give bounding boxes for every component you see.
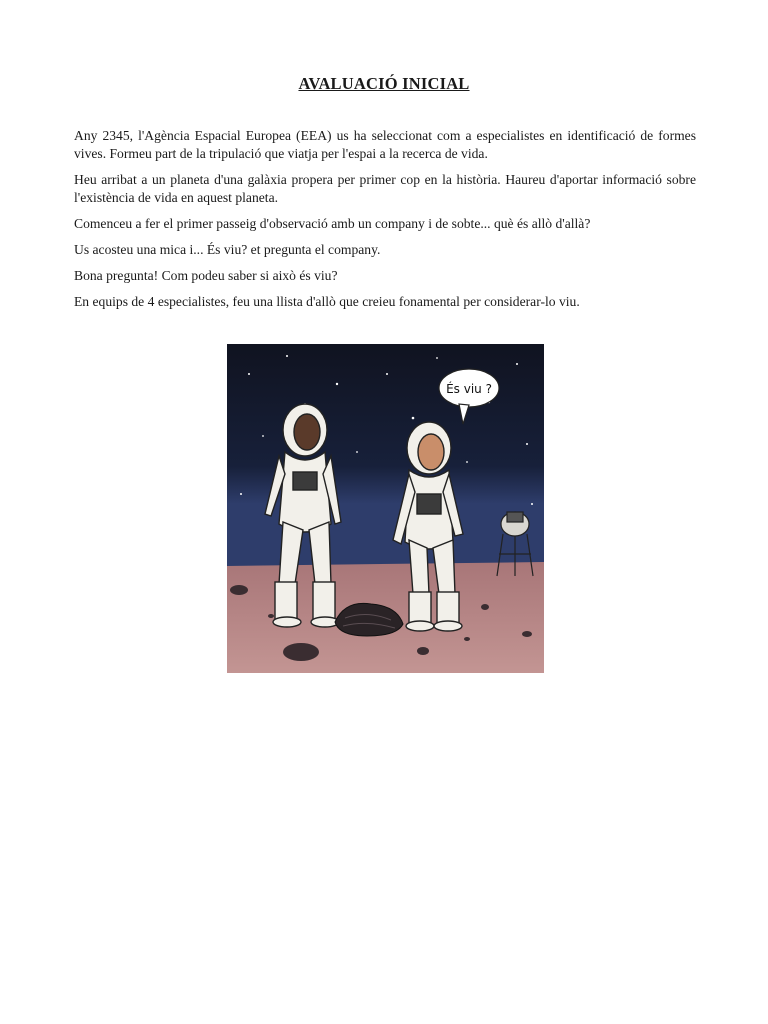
- body-text: [74, 127, 696, 319]
- paragraph-prompt: Bona pregunta! Com podeu saber si això és viu?: [74, 268, 338, 283]
- paragraph-task: En equips de 4 especialistes, feu una llista d'allò que creieu fonamental per considerar-lo viu.: [74, 294, 580, 309]
- night-sky: [227, 344, 544, 566]
- paragraph-observation: Comenceu a fer el primer passeig d'observació amb un company i de sobte... què és allò d'allà?: [74, 216, 591, 231]
- paragraph-arrival: Heu arribat a un planeta d'una galàxia propera per primer cop en la història. Haureu d'aportar informació sobre l'existència de vida en aquest planeta.: [74, 172, 696, 205]
- astronauts-illustration: [227, 344, 544, 673]
- paragraph-intro: Any 2345, l'Agència Espacial Europea (EEA) us ha seleccionat com a especialistes en identificació de formes vives. Formeu part de la tripulació que viatja per l'espai a la recerca de vida.: [74, 128, 696, 161]
- speech-bubble-text: És viu ?: [446, 382, 492, 396]
- page-title: AVALUACIÓ INICIAL: [298, 74, 470, 93]
- paragraph-question: Us acosteu una mica i... És viu? et pregunta el company.: [74, 242, 381, 257]
